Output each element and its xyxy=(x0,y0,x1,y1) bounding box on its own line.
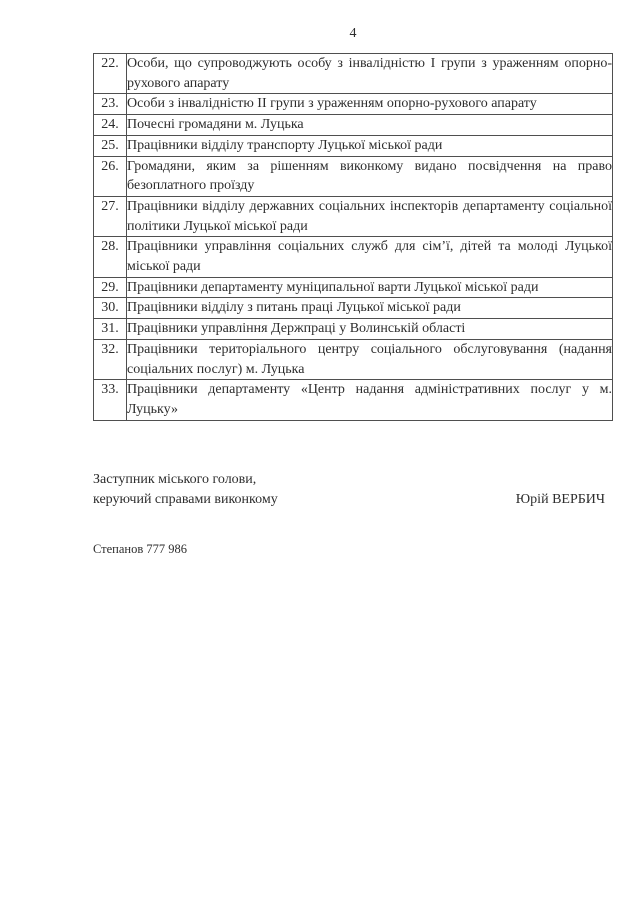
table-row xyxy=(94,94,613,115)
signature-block xyxy=(93,470,605,510)
table-row xyxy=(94,339,613,379)
row-number-cell: 32. xyxy=(94,339,127,379)
row-number-cell: 24. xyxy=(94,115,127,136)
table-row xyxy=(94,277,613,298)
row-number-cell: 26. xyxy=(94,156,127,196)
row-number-cell: 28. xyxy=(94,237,127,277)
table-row xyxy=(94,298,613,319)
executor-contact: Степанов 777 986 xyxy=(93,541,188,556)
row-text-cell: Працівники департаменту «Центр надання адміністративних послуг у м. Луцьку» xyxy=(127,380,613,420)
row-text-cell: Особи з інвалідністю II групи з ураженням опорно-рухового апарату xyxy=(127,94,613,115)
row-number-cell: 27. xyxy=(94,196,127,236)
row-text-cell: Працівники територіального центру соціального обслуговування (надання соціальних послуг) м. Луцька xyxy=(127,339,613,379)
row-text-cell: Особи, що супроводжують особу з інвалідністю I групи з ураженням опорно-рухового апарату xyxy=(127,54,613,94)
table-row xyxy=(94,319,613,340)
row-text-cell: Працівники відділу транспорту Луцької міської ради xyxy=(127,135,613,156)
table-row xyxy=(94,196,613,236)
signature-title-line1: Заступник міського голови, xyxy=(93,471,257,487)
row-number-cell: 33. xyxy=(94,380,127,420)
table-row xyxy=(94,115,613,136)
row-text-cell: Працівники управління Держпраці у Волинській області xyxy=(127,319,613,340)
beneficiary-table xyxy=(93,53,613,421)
signatory-name: Юрій ВЕРБИЧ xyxy=(515,491,605,507)
table-row xyxy=(94,237,613,277)
row-number-cell: 31. xyxy=(94,319,127,340)
row-text-cell: Працівники управління соціальних служб для сім’ї, дітей та молоді Луцької міської ради xyxy=(127,237,613,277)
row-text-cell: Громадяни, яким за рішенням виконкому видано посвідчення на право безоплатного проїзду xyxy=(127,156,613,196)
table-row xyxy=(94,54,613,94)
row-text-cell: Працівники департаменту муніципальної варти Луцької міської ради xyxy=(127,277,613,298)
table-row xyxy=(94,135,613,156)
row-number-cell: 30. xyxy=(94,298,127,319)
page-number: 4 xyxy=(349,26,357,41)
row-text-cell: Почесні громадяни м. Луцька xyxy=(127,115,613,136)
signature-title-row xyxy=(93,490,605,510)
table-row xyxy=(94,156,613,196)
row-number-cell: 29. xyxy=(94,277,127,298)
signature-title-line2: керуючий справами виконкому xyxy=(93,491,278,507)
page-content xyxy=(93,0,613,557)
row-number-cell: 25. xyxy=(94,135,127,156)
table-row xyxy=(94,380,613,420)
row-number-cell: 23. xyxy=(94,94,127,115)
row-text-cell: Працівники відділу державних соціальних інспекторів департаменту соціальної політики Луцької міської ради xyxy=(127,196,613,236)
row-text-cell: Працівники відділу з питань праці Луцької міської ради xyxy=(127,298,613,319)
row-number-cell: 22. xyxy=(94,54,127,94)
